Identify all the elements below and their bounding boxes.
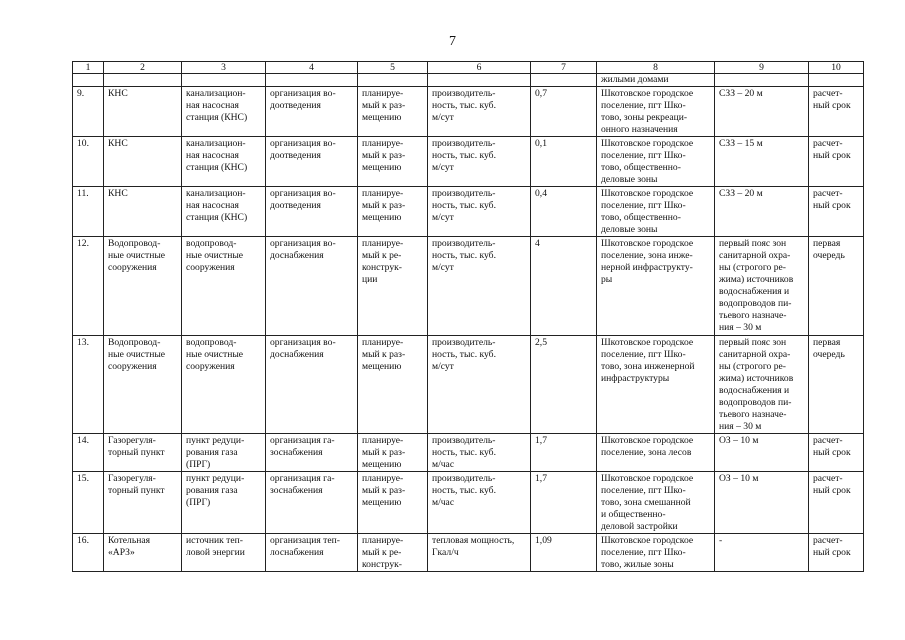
table-cell xyxy=(358,74,428,87)
cell-line: Шкотовское городское xyxy=(601,138,694,149)
table-row xyxy=(73,336,864,434)
cell-line: планируе- xyxy=(362,337,404,348)
number-cell: 12. xyxy=(73,237,104,336)
status-cell xyxy=(358,187,428,237)
cell-line: планируе- xyxy=(362,435,404,446)
page-number: 7 xyxy=(449,34,456,49)
cell-line: Шкотовское городское xyxy=(601,88,694,99)
cell-line: ры xyxy=(601,274,613,285)
type-cell xyxy=(182,237,266,336)
cell-line: расчет- xyxy=(813,88,843,99)
header-cell: 10 xyxy=(809,62,864,74)
cell-line: планируе- xyxy=(362,535,404,546)
cell-line: деловые зоны xyxy=(601,224,658,235)
cell-line: мый к ре- xyxy=(362,250,402,261)
cell-line: м/сут xyxy=(432,361,454,372)
cell-line: конструк- xyxy=(362,262,402,273)
location-cell xyxy=(597,187,715,237)
header-cell: 1 xyxy=(73,62,104,74)
cell-line: водопровод- xyxy=(186,337,237,348)
cell-line: организация во- xyxy=(270,337,336,348)
cell-line: планируе- xyxy=(362,473,404,484)
cell-line: (ПРГ) xyxy=(186,497,211,508)
status-cell xyxy=(358,472,428,534)
cell-line: Газорегуля- xyxy=(108,435,156,446)
characteristic-cell xyxy=(428,534,531,572)
cell-line: организация га- xyxy=(270,473,335,484)
table-cell xyxy=(715,74,809,87)
cell-line: Шкотовское городское xyxy=(601,188,694,199)
cell-line: и общественно- xyxy=(601,509,666,520)
cell-line: мещению xyxy=(362,162,402,173)
purpose-cell xyxy=(266,534,358,572)
status-cell xyxy=(358,237,428,336)
cell-line: организация теп- xyxy=(270,535,340,546)
table-row xyxy=(73,472,864,534)
cell-line: водоснабжения и xyxy=(719,286,790,297)
table-cell xyxy=(104,74,182,87)
zone-cell xyxy=(715,336,809,434)
table-cell xyxy=(428,74,531,87)
cell-line: ность, тыс. куб. xyxy=(432,349,496,360)
table-row xyxy=(73,137,864,187)
purpose-cell xyxy=(266,87,358,137)
cell-line: ные очистные xyxy=(186,349,244,360)
cell-line: производитель- xyxy=(432,238,496,249)
name-cell xyxy=(104,137,182,187)
cell-line: рования газа xyxy=(186,485,238,496)
cell-line: Газорегуля- xyxy=(108,473,156,484)
cell-line: ны (строгого ре- xyxy=(719,262,786,273)
type-cell xyxy=(182,534,266,572)
location-cell xyxy=(597,237,715,336)
cell-line: поселение, пгт Шко- xyxy=(601,547,686,558)
cell-line: первая xyxy=(813,337,841,348)
type-cell xyxy=(182,336,266,434)
cell-line: водопроводов пи- xyxy=(719,397,792,408)
number-cell: 13. xyxy=(73,336,104,434)
value-cell: 0,1 xyxy=(531,137,597,187)
cell-line: (ПРГ) xyxy=(186,459,211,470)
cell-line: организация во- xyxy=(270,238,336,249)
cell-line: ный срок xyxy=(813,447,851,458)
cell-line: СЗЗ – 20 м xyxy=(719,188,763,199)
cell-line: ная насосная xyxy=(186,200,239,211)
table-cell xyxy=(809,74,864,87)
cell-line: Котельная xyxy=(108,535,151,546)
cell-line: ции xyxy=(362,274,378,285)
cell-line: планируе- xyxy=(362,88,404,99)
cell-line: станция (КНС) xyxy=(186,212,248,223)
cell-line: организация во- xyxy=(270,188,336,199)
cell-line: ность, тыс. куб. xyxy=(432,200,496,211)
cell-line: м/час xyxy=(432,459,455,470)
cell-line: расчет- xyxy=(813,188,843,199)
zone-cell xyxy=(715,534,809,572)
characteristic-cell xyxy=(428,472,531,534)
cell-line: ная насосная xyxy=(186,100,239,111)
name-cell xyxy=(104,434,182,472)
location-cell: жилыми домами xyxy=(597,74,715,87)
cell-line: Шкотовское городское xyxy=(601,337,694,348)
value-cell: 2,5 xyxy=(531,336,597,434)
table-cell xyxy=(182,74,266,87)
zone-cell xyxy=(715,472,809,534)
status-cell xyxy=(358,534,428,572)
cell-line: расчет- xyxy=(813,435,843,446)
cell-line: СЗЗ – 20 м xyxy=(719,88,763,99)
number-cell: 15. xyxy=(73,472,104,534)
cell-line: ны (строгого ре- xyxy=(719,361,786,372)
cell-line: мещению xyxy=(362,112,402,123)
cell-line: водопроводов пи- xyxy=(719,298,792,309)
cell-line: мый к раз- xyxy=(362,150,406,161)
cell-line: рования газа xyxy=(186,447,238,458)
cell-line: лоснабжения xyxy=(270,547,324,558)
purpose-cell xyxy=(266,434,358,472)
cell-line: Шкотовское городское xyxy=(601,473,694,484)
header-cell: 7 xyxy=(531,62,597,74)
zone-cell xyxy=(715,434,809,472)
status-cell xyxy=(358,87,428,137)
cell-line: мещению xyxy=(362,212,402,223)
cell-line: жима) источников xyxy=(719,373,794,384)
term-cell xyxy=(809,87,864,137)
cell-line: Шкотовское городское xyxy=(601,435,694,446)
cell-line: планируе- xyxy=(362,138,404,149)
cell-line: мещению xyxy=(362,361,402,372)
table-row xyxy=(73,187,864,237)
term-cell xyxy=(809,534,864,572)
cell-line: жима) источников xyxy=(719,274,794,285)
cell-line: м/сут xyxy=(432,262,454,273)
name-cell xyxy=(104,472,182,534)
cell-line: мый к раз- xyxy=(362,447,406,458)
cell-line: деловые зоны xyxy=(601,174,658,185)
cell-line: ный срок xyxy=(813,100,851,111)
cell-line: м/сут xyxy=(432,112,454,123)
location-cell xyxy=(597,434,715,472)
value-cell: 0,7 xyxy=(531,87,597,137)
cell-line: ность, тыс. куб. xyxy=(432,150,496,161)
cell-line: тово, зона инженерной xyxy=(601,361,695,372)
cell-line: КНС xyxy=(108,188,128,199)
term-cell xyxy=(809,434,864,472)
cell-line: планируе- xyxy=(362,238,404,249)
number-cell: 16. xyxy=(73,534,104,572)
cell-line: ные очистные xyxy=(186,250,244,261)
cell-line: организация во- xyxy=(270,88,336,99)
cell-line: торный пункт xyxy=(108,447,165,458)
cell-line: очередь xyxy=(813,250,845,261)
cell-line: тово, общественно- xyxy=(601,212,681,223)
location-cell xyxy=(597,534,715,572)
value-cell: 4 xyxy=(531,237,597,336)
cell-line: пункт редуци- xyxy=(186,473,245,484)
cell-line: тьевого назначе- xyxy=(719,409,787,420)
cell-line: пункт редуци- xyxy=(186,435,245,446)
header-cell: 2 xyxy=(104,62,182,74)
table-row xyxy=(73,534,864,572)
cell-line: планируе- xyxy=(362,188,404,199)
term-cell xyxy=(809,336,864,434)
zone-cell xyxy=(715,237,809,336)
status-cell xyxy=(358,137,428,187)
status-cell xyxy=(358,336,428,434)
cell-line: мещению xyxy=(362,497,402,508)
cell-line: первая xyxy=(813,238,841,249)
cell-line: ОЗ – 10 м xyxy=(719,473,759,484)
type-cell xyxy=(182,137,266,187)
cell-line: канализацион- xyxy=(186,188,246,199)
cell-line: водоснабжения и xyxy=(719,385,790,396)
cell-line: сооружения xyxy=(108,361,157,372)
characteristic-cell xyxy=(428,434,531,472)
cell-line: сооружения xyxy=(108,262,157,273)
characteristic-cell xyxy=(428,237,531,336)
value-cell: 1,7 xyxy=(531,434,597,472)
zone-cell xyxy=(715,87,809,137)
cell-line: первый пояс зон xyxy=(719,337,787,348)
location-cell xyxy=(597,87,715,137)
name-cell xyxy=(104,187,182,237)
location-cell xyxy=(597,336,715,434)
cell-line: санитарной охра- xyxy=(719,250,791,261)
cell-line: поселение, зона инже- xyxy=(601,250,693,261)
cell-line: м/час xyxy=(432,497,455,508)
header-cell: 3 xyxy=(182,62,266,74)
continuation-row xyxy=(73,74,864,87)
cell-line: канализацион- xyxy=(186,138,246,149)
zone-cell xyxy=(715,137,809,187)
cell-line: КНС xyxy=(108,88,128,99)
cell-line: поселение, зона лесов xyxy=(601,447,692,458)
cell-line: зоснабжения xyxy=(270,447,323,458)
header-cell: 6 xyxy=(428,62,531,74)
cell-line: доотведения xyxy=(270,200,321,211)
cell-line: Гкал/ч xyxy=(432,547,459,558)
cell-line: мый к раз- xyxy=(362,349,406,360)
cell-line: поселение, пгт Шко- xyxy=(601,485,686,496)
cell-line: поселение, пгт Шко- xyxy=(601,100,686,111)
cell-line: тово, жилые зоны xyxy=(601,559,674,570)
cell-line: онного назначения xyxy=(601,124,678,135)
cell-line: тьевого назначе- xyxy=(719,310,787,321)
cell-line: сооружения xyxy=(186,361,235,372)
cell-line: санитарной охра- xyxy=(719,349,791,360)
cell-line: ния – 30 м xyxy=(719,322,762,333)
cell-line: ния – 30 м xyxy=(719,421,762,432)
cell-line: первый пояс зон xyxy=(719,238,787,249)
header-cell: 5 xyxy=(358,62,428,74)
cell-line: мый к раз- xyxy=(362,100,406,111)
table-row xyxy=(73,87,864,137)
cell-line: мый к раз- xyxy=(362,200,406,211)
cell-line: КНС xyxy=(108,138,128,149)
table-cell xyxy=(531,74,597,87)
type-cell xyxy=(182,87,266,137)
table-cell xyxy=(73,74,104,87)
cell-line: тово, общественно- xyxy=(601,162,681,173)
cell-line: Шкотовское городское xyxy=(601,238,694,249)
term-cell xyxy=(809,237,864,336)
value-cell: 1,7 xyxy=(531,472,597,534)
cell-line: производитель- xyxy=(432,435,496,446)
name-cell xyxy=(104,87,182,137)
cell-line: производитель- xyxy=(432,188,496,199)
term-cell xyxy=(809,187,864,237)
cell-line: организация во- xyxy=(270,138,336,149)
cell-line: доснабжения xyxy=(270,250,324,261)
cell-line: тепловая мощность, xyxy=(432,535,515,546)
cell-line: очередь xyxy=(813,349,845,360)
purpose-cell xyxy=(266,137,358,187)
cell-line: производитель- xyxy=(432,337,496,348)
table-cell xyxy=(266,74,358,87)
objects-table xyxy=(72,61,864,572)
location-cell xyxy=(597,472,715,534)
cell-line: деловой застройки xyxy=(601,521,678,532)
cell-line: поселение, пгт Шко- xyxy=(601,200,686,211)
cell-line: ный срок xyxy=(813,150,851,161)
cell-line: мый к ре- xyxy=(362,547,402,558)
cell-line: водопровод- xyxy=(186,238,237,249)
purpose-cell xyxy=(266,472,358,534)
cell-line: ные очистные xyxy=(108,349,166,360)
status-cell xyxy=(358,434,428,472)
zone-cell xyxy=(715,187,809,237)
purpose-cell xyxy=(266,336,358,434)
cell-line: инфраструктуры xyxy=(601,373,670,384)
purpose-cell xyxy=(266,237,358,336)
value-cell: 1,09 xyxy=(531,534,597,572)
cell-line: ОЗ – 10 м xyxy=(719,435,759,446)
cell-line: ловой энергии xyxy=(186,547,245,558)
cell-line: ный срок xyxy=(813,485,851,496)
name-cell xyxy=(104,336,182,434)
cell-line: - xyxy=(719,535,723,546)
cell-line: Водопровод- xyxy=(108,238,161,249)
cell-line: источник теп- xyxy=(186,535,243,546)
header-cell: 4 xyxy=(266,62,358,74)
cell-line: м/сут xyxy=(432,212,454,223)
cell-line: расчет- xyxy=(813,138,843,149)
characteristic-cell xyxy=(428,336,531,434)
table-row xyxy=(73,434,864,472)
cell-line: производитель- xyxy=(432,138,496,149)
number-cell: 9. xyxy=(73,87,104,137)
cell-line: нерной инфраструкту- xyxy=(601,262,693,273)
cell-line: поселение, пгт Шко- xyxy=(601,150,686,161)
cell-line: зоснабжения xyxy=(270,485,323,496)
cell-line: торный пункт xyxy=(108,485,165,496)
cell-line: станция (КНС) xyxy=(186,112,248,123)
cell-line: организация га- xyxy=(270,435,335,446)
cell-line: доотведения xyxy=(270,150,321,161)
cell-line: станция (КНС) xyxy=(186,162,248,173)
name-cell xyxy=(104,237,182,336)
location-cell xyxy=(597,137,715,187)
name-cell xyxy=(104,534,182,572)
type-cell xyxy=(182,472,266,534)
cell-line: доснабжения xyxy=(270,349,324,360)
header-cell: 8 xyxy=(597,62,715,74)
cell-line: ность, тыс. куб. xyxy=(432,250,496,261)
value-cell: 0,4 xyxy=(531,187,597,237)
cell-line: конструк- xyxy=(362,559,402,570)
header-cell: 9 xyxy=(715,62,809,74)
cell-line: производитель- xyxy=(432,473,496,484)
cell-line: тово, зоны рекреаци- xyxy=(601,112,688,123)
cell-line: ные очистные xyxy=(108,250,166,261)
characteristic-cell xyxy=(428,87,531,137)
term-cell xyxy=(809,137,864,187)
cell-line: СЗЗ – 15 м xyxy=(719,138,763,149)
cell-line: ность, тыс. куб. xyxy=(432,485,496,496)
characteristic-cell xyxy=(428,187,531,237)
cell-line: ность, тыс. куб. xyxy=(432,100,496,111)
cell-line: канализацион- xyxy=(186,88,246,99)
number-cell: 14. xyxy=(73,434,104,472)
cell-line: тово, зона смешанной xyxy=(601,497,691,508)
cell-line: поселение, пгт Шко- xyxy=(601,349,686,360)
cell-line: ность, тыс. куб. xyxy=(432,447,496,458)
cell-line: ный срок xyxy=(813,200,851,211)
type-cell xyxy=(182,187,266,237)
number-cell: 10. xyxy=(73,137,104,187)
header-row xyxy=(73,62,864,74)
cell-line: производитель- xyxy=(432,88,496,99)
cell-line: Шкотовское городское xyxy=(601,535,694,546)
cell-line: расчет- xyxy=(813,473,843,484)
cell-line: мещению xyxy=(362,459,402,470)
cell-line: ная насосная xyxy=(186,150,239,161)
cell-line: мый к раз- xyxy=(362,485,406,496)
cell-line: доотведения xyxy=(270,100,321,111)
cell-line: ный срок xyxy=(813,547,851,558)
type-cell xyxy=(182,434,266,472)
cell-line: «АРЗ» xyxy=(108,547,135,558)
cell-line: расчет- xyxy=(813,535,843,546)
table-row xyxy=(73,237,864,336)
purpose-cell xyxy=(266,187,358,237)
cell-line: м/сут xyxy=(432,162,454,173)
term-cell xyxy=(809,472,864,534)
number-cell: 11. xyxy=(73,187,104,237)
cell-line: сооружения xyxy=(186,262,235,273)
characteristic-cell xyxy=(428,137,531,187)
cell-line: Водопровод- xyxy=(108,337,161,348)
